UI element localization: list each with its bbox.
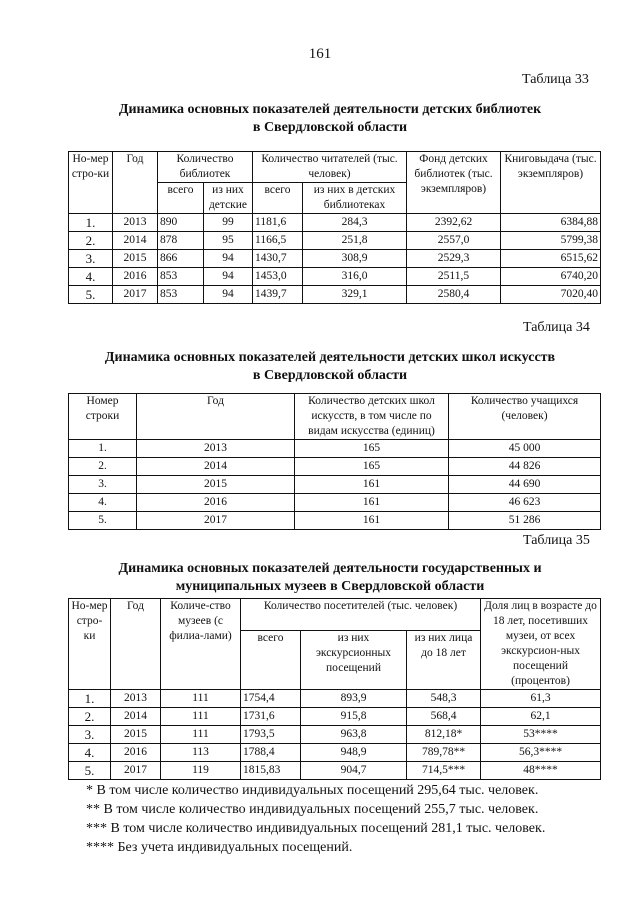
table35-title-line1: Динамика основных показателей деятельности государственных и: [118, 561, 542, 576]
table33-header-libchildren: из них детские: [204, 183, 253, 214]
table33-cell: 853: [158, 286, 204, 304]
table33-header-libtotal: всего: [158, 183, 204, 214]
table35-cell: 62,1: [481, 708, 601, 726]
table33-cell: 1181,6: [253, 214, 303, 232]
table35-cell: 1754,4: [241, 690, 301, 708]
table34-title: [40, 349, 620, 385]
table35-cell: 1.: [69, 690, 111, 708]
table33-header-readerschildren: из них в детских библиотеках: [303, 183, 407, 214]
table33-row: [69, 232, 601, 250]
table34-cell: 4.: [69, 494, 137, 512]
table35-row: [69, 744, 601, 762]
table33-cell: 308,9: [303, 250, 407, 268]
page-number: 161: [308, 46, 332, 62]
table34-header-row: [69, 394, 601, 440]
table35-cell: 1815,83: [241, 762, 301, 780]
table34-cell: 44 690: [449, 476, 601, 494]
table33-cell: 2014: [113, 232, 158, 250]
table35-row: [69, 690, 601, 708]
table34-cell: 45 000: [449, 440, 601, 458]
table33-cell: 94: [204, 250, 253, 268]
table33-header-rownum: Но-мер стро-ки: [69, 152, 113, 214]
table34-cell: 165: [295, 458, 449, 476]
table35-body: [69, 690, 601, 780]
table33-title-line1: Динамика основных показателей деятельности детских библиотек: [118, 102, 542, 117]
table33-cell: 1166,5: [253, 232, 303, 250]
table35-cell: 111: [161, 726, 241, 744]
table35-header-visitorsunder18: из них лица до 18 лет: [407, 631, 481, 690]
table35-row: [69, 708, 601, 726]
table35-cell: 1731,6: [241, 708, 301, 726]
table35-header-rownum: Но-мер стро-ки: [69, 599, 111, 690]
table34-row: [69, 476, 601, 494]
table33-cell: 6515,62: [501, 250, 601, 268]
table34-row: [69, 494, 601, 512]
table33-cell: 1.: [69, 214, 113, 232]
table35-cell: 113: [161, 744, 241, 762]
table35-header-museums: Количе-ство музеев (с филиа-лами): [161, 599, 241, 690]
footnote-1: * В том числе количество индивидуальных посещений 295,64 тыс. человек.: [86, 783, 539, 798]
table34-cell: 46 623: [449, 494, 601, 512]
table33-cell: 316,0: [303, 268, 407, 286]
table35-cell: 568,4: [407, 708, 481, 726]
table35-cell: 2017: [111, 762, 161, 780]
table33-cell: 2580,4: [407, 286, 501, 304]
table33-header-readerstotal: всего: [253, 183, 303, 214]
table33-cell: 853: [158, 268, 204, 286]
table33-row: [69, 250, 601, 268]
table35-cell: 56,3****: [481, 744, 601, 762]
table35-header-row: [69, 599, 601, 631]
table35-cell: 789,78**: [407, 744, 481, 762]
table34-header-year: Год: [137, 394, 295, 440]
table34-cell: 2015: [137, 476, 295, 494]
table34-cell: 165: [295, 440, 449, 458]
table33-row: [69, 214, 601, 232]
table35-header-share: Доля лиц в возрасте до 18 лет, посетивших музеи, от всех экскурсион-ных посещений (процентов): [481, 599, 601, 690]
table35-cell: 119: [161, 762, 241, 780]
table34-cell: 2016: [137, 494, 295, 512]
table35-cell: 5.: [69, 762, 111, 780]
table33-cell: 1453,0: [253, 268, 303, 286]
table35-header-visitorsexcursion: из них экскурсионных посещений: [301, 631, 407, 690]
table35-label: Таблица 35: [523, 533, 590, 548]
table33-cell: 1439,7: [253, 286, 303, 304]
table33-row: [69, 286, 601, 304]
table33-header-readers: Количество читателей (тыс. человек): [253, 152, 407, 183]
table33-label: Таблица 33: [522, 72, 589, 87]
table34-cell: 5.: [69, 512, 137, 530]
table33-cell: 2529,3: [407, 250, 501, 268]
table35-cell: 548,3: [407, 690, 481, 708]
table35-cell: 53****: [481, 726, 601, 744]
table34-cell: 3.: [69, 476, 137, 494]
table35-cell: 963,8: [301, 726, 407, 744]
table33-cell: 1430,7: [253, 250, 303, 268]
table35-cell: 2.: [69, 708, 111, 726]
table34-cell: 161: [295, 494, 449, 512]
table35-cell: 111: [161, 708, 241, 726]
table35-header-visitorstotal: всего: [241, 631, 301, 690]
table33-cell: 7020,40: [501, 286, 601, 304]
table33-cell: 94: [204, 268, 253, 286]
table33-cell: 6740,20: [501, 268, 601, 286]
table33-cell: 2016: [113, 268, 158, 286]
table34-cell: 2013: [137, 440, 295, 458]
table34-row: [69, 458, 601, 476]
table34: [68, 393, 601, 530]
table34-cell: 2017: [137, 512, 295, 530]
table33-body: [69, 214, 601, 304]
footnote-3: *** В том числе количество индивидуальных посещений 281,1 тыс. человек.: [86, 821, 546, 836]
table35-cell: 61,3: [481, 690, 601, 708]
table34-cell: 161: [295, 512, 449, 530]
table34-row: [69, 440, 601, 458]
table34-cell: 161: [295, 476, 449, 494]
table35-cell: 2014: [111, 708, 161, 726]
table33-cell: 5799,38: [501, 232, 601, 250]
table33-cell: 6384,88: [501, 214, 601, 232]
table34-body: [69, 440, 601, 530]
table33-header-row: [69, 152, 601, 183]
table34-cell: 2014: [137, 458, 295, 476]
table33-title-line2: в Свердловской области: [252, 120, 408, 135]
table35-cell: 948,9: [301, 744, 407, 762]
table35-cell: 48****: [481, 762, 601, 780]
table35-cell: 1793,5: [241, 726, 301, 744]
footnotes: [86, 781, 616, 857]
table35-cell: 3.: [69, 726, 111, 744]
table33-cell: 94: [204, 286, 253, 304]
table33-cell: 3.: [69, 250, 113, 268]
table33-header-libcount: Количество библиотек: [158, 152, 253, 183]
table34-cell: 1.: [69, 440, 137, 458]
table33: [68, 151, 601, 304]
table33-cell: 2.: [69, 232, 113, 250]
table33-cell: 99: [204, 214, 253, 232]
table33-title: [40, 101, 620, 137]
table33-row: [69, 268, 601, 286]
table34-header-rownum: Номер строки: [69, 394, 137, 440]
table35-cell: 2013: [111, 690, 161, 708]
table35-cell: 714,5***: [407, 762, 481, 780]
table35-title-line2: муниципальных музеев в Свердловской области: [175, 579, 485, 594]
table35-cell: 111: [161, 690, 241, 708]
footnote-4: **** Без учета индивидуальных посещений.: [86, 840, 353, 855]
table35-cell: 812,18*: [407, 726, 481, 744]
table33-cell: 4.: [69, 268, 113, 286]
table33-header-issue: Книговыдача (тыс. экземпляров): [501, 152, 601, 214]
table34-cell: 51 286: [449, 512, 601, 530]
table35-header-year: Год: [111, 599, 161, 690]
table35-cell: 2015: [111, 726, 161, 744]
table33-cell: 329,1: [303, 286, 407, 304]
table35: [68, 598, 601, 780]
table35-header-visitors: Количество посетителей (тыс. человек): [241, 599, 481, 631]
table34-label: Таблица 34: [523, 320, 590, 335]
table35-title: [40, 560, 620, 596]
table33-cell: 2013: [113, 214, 158, 232]
table33-cell: 866: [158, 250, 204, 268]
table33-cell: 95: [204, 232, 253, 250]
table33-header-year: Год: [113, 152, 158, 214]
table33-cell: 2511,5: [407, 268, 501, 286]
table35-row: [69, 726, 601, 744]
table34-cell: 44 826: [449, 458, 601, 476]
table34-title-line1: Динамика основных показателей деятельности детских школ искусств: [104, 350, 556, 365]
table33-header-fund: Фонд детских библиотек (тыс. экземпляров): [407, 152, 501, 214]
table33-cell: 2015: [113, 250, 158, 268]
table33-cell: 2017: [113, 286, 158, 304]
table35-row: [69, 762, 601, 780]
table33-cell: 2557,0: [407, 232, 501, 250]
table34-title-line2: в Свердловской области: [252, 368, 408, 383]
table33-cell: 251,8: [303, 232, 407, 250]
footnote-2: ** В том числе количество индивидуальных посещений 255,7 тыс. человек.: [86, 802, 539, 817]
table35-cell: 4.: [69, 744, 111, 762]
table35-cell: 904,7: [301, 762, 407, 780]
table33-cell: 890: [158, 214, 204, 232]
table34-cell: 2.: [69, 458, 137, 476]
table33-cell: 2392,62: [407, 214, 501, 232]
table35-cell: 915,8: [301, 708, 407, 726]
table34-header-students: Количество учащихся (человек): [449, 394, 601, 440]
table33-cell: 5.: [69, 286, 113, 304]
table34-header-schools: Количество детских школ искусств, в том числе по видам искусства (единиц): [295, 394, 449, 440]
table33-cell: 284,3: [303, 214, 407, 232]
table34-row: [69, 512, 601, 530]
table35-cell: 2016: [111, 744, 161, 762]
table35-cell: 1788,4: [241, 744, 301, 762]
table35-cell: 893,9: [301, 690, 407, 708]
table33-cell: 878: [158, 232, 204, 250]
